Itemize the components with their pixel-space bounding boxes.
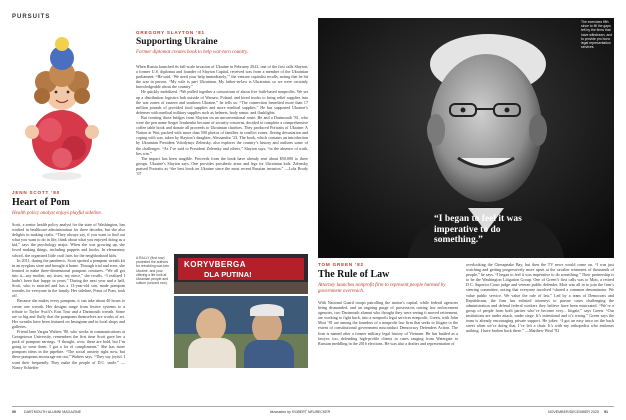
pompom-illustration [18,34,106,186]
page-number-left: 90 [12,410,16,414]
jenn-deck: Health policy analyst enjoys playful sideline. [12,211,102,216]
publication-name: DARTMOUTH ALUMNI MAGAZINE [24,410,82,414]
jenn-article-body [12,222,125,370]
gregory-paragraph: When Russia launched its full-scale invasion of Ukraine in February 2022, one of the first calls Slayton, a former U.S. diplomat and founder of Slayton Capital, received was from a member of the Ukrainian parliament. “He said, ‘We need your help immediately,’” the venture capitalist recalls, noting that he hit the war in person. “My wife is part Ukrainian. My father-in-law is Ukrainian, so we were certainly knowledgeable about the country.” [136,64,308,90]
section-label: PURSUITS [12,14,51,20]
crowd [174,282,308,294]
page-number-right: 91 [604,410,608,414]
slayton-portrait-photo [174,296,308,368]
person-hair [250,304,284,316]
jenn-paragraph: Scott, a senior health policy analyst for the state of Washington, has worked in healthcare administration for three decades, but she also delights in making crafts. “They always say, if you want to find out what you want to do in life, think about what you enjoyed doing as a kid,” says the psychology major. When she was growing up, she loved making things, including puppets and books. In elementary school, she organized little craft fairs for the neighborhood kids. [12,222,125,258]
jenn-kicker: JENN SCOTT ’80 [12,190,60,195]
person-shirt [244,340,294,368]
gregory-paragraph: He quickly mobilized. “We pulled together a consortium of about five faith-based nonprofits. We set up a distribution logistics hub outside of Warsaw, Poland, and hired trucks to bring relief supplies into the war zones of eastern and southern Ukraine,” he tells us. “The connection benefited more than 17 million pounds of provided food supplies and more medical supplies.” He has supported Ukraine’s defenses with medical military supplies such as helmets, body armor, and flashlights. [136,89,308,115]
gregory-kicker: GREGORY SLAYTON ’81 [136,30,205,35]
gregory-headline: Supporting Ukraine [136,37,218,47]
tom-photo-caption: The exercises fifth since to fill the gaps left by the firms that have withdrawn, and to provide pro bono legal representation services. [581,20,613,50]
gregory-photo-caption: A RALLY (first row) protested the authors for rebuilding war-torn Ukraine, and your offering a life look at Ukrainian people and culture (second row). [136,256,169,286]
tom-headline: The Rule of Law [318,269,390,280]
tom-paragraph: With National Guard troops patrolling the nation’s capital, while federal agencies being dismantled, and an ongoing purge of prosecutors raising law enforcement agencies, two Dartmouth alumni who thought they were seeing it moved retirement, are working to fight back, into a nonprofit legal services nonprofit. Green, with John Mott ’81 are among the founders of a nonprofit law firm that seeks to litigate to the extent of constitutional government misconduct Democracy Defenders Action. The firm is named after a former military legal history of Vietnam. He has battled as a lawyer, too, defending high-profile clients in cases ranging from Watergate to Russian meddling in the 2016 elections. He was also a drafter and representation of [318,300,458,346]
footer-rule [12,406,614,407]
tom-deck: Attorney launches nonprofit firm to represent people harmed by government overreach. [318,283,446,294]
pull-quote: “I began to feel it was imperative to do something.” [434,214,522,245]
tom-article-col-2 [466,262,614,400]
jenn-headline: Heart of Pom [12,197,70,208]
protest-photo [174,254,308,294]
jenn-paragraph: Because she makes every pompom, it can take about 40 hours to create one wreath. Her designs range from festive systems to a tribute to Taylor Swift’s Eras Tour and a Dartmouth wreath. Some are so big and fluffy that the pompoms themselves are works of art. Her wreaths have been featured on Instagram and in local shops and galleries. [12,298,125,329]
gregory-paragraph: The impact has been tangible. Proceeds from the book have already sent about $50,000 to three groups. Ukraine’s Slayton says. One provides prosthetic arms and legs for Ukrainian kids. Zelensky praised Portraits as “the best book on Ukraine since the most recent Russian invasion.” —Lola Brody ’07 [136,155,308,176]
tom-kicker: TOM GREEN ’82 [318,262,364,267]
illustration-credit: illustration by ROBERT NEUBECKER [270,410,331,414]
issue-date: NOVEMBER/DECEMBER 2025 [548,410,599,414]
tom-green-portrait [318,18,614,258]
gregory-deck: Former diplomat creates book to help war-torn country. [136,50,249,55]
poster-line-2: DLA PUTINA! [204,270,252,279]
person-face [196,308,226,342]
gregory-paragraph: But creating those bridges from Slayton on an unconventional route. He and a Dartmouth ’81, who were the pen name Sergei Ivashenko because of security concerns, decided to complete a comprehensive coffee table book and donate all proceeds to Ukrainian charities. They produced Portraits of Ukraine: A Nation at War, packed with more than 500 photos of families in conflict zones, fleeing devastation and coping with war, taken by Slayton’s daughter, Alessandra ’23. The book, which contains an introduction by Ukrainian President Volodymyr Zelensky, also explores the country’s history and outlines some of the challenges. “As I’ve said to President Zelensky and others,” Slayton says, “in the absence of truth, lies win.” [136,114,308,156]
tom-paragraph: overlooking the Chesapeake Bay, but then the TV news would come on. “I was just watching and getting progressively more upset at the cavalier treatment of thousands of people,” he says. “I began to feel it was imperative to do something.” Their partnership is to be the Washington Litigation Group. One of Green’s first calls was to Mott, a retired D.C. Superior Court judge and veteran public defender. Mott was all in to join the firm’s steering committee, noting that everyone involved “shared a common denominator. We value public service. We value the rule of law.” Led by a team of Democrats and Republicans, the firm has enlisted attorneys to pursue cases challenging the administration and defend federal workers they believe have been mistreated. “We’re a group of people from both parties who’ve become very... litigate,” says Green. “Our institutions are under attack, under siege. It’s intentional and it’s wrong.” Green says the team is already encouraging private support. He jokes: “I got an easy intro on the back street when we’re doing that. I’ve left a chair. It’s with my orthopedist who endorses nothing. I have broken back there.” —Matthew Weal ’92 [466,262,614,334]
person-shirt [188,338,236,368]
gregory-article-body [136,64,308,252]
jenn-paragraph: Friend Jane Vargas Walters ’80, who works in communications at Georgetown University, remembers the first time Scott gave her a pack of pompom earrings. “I thought, wow, these are bold, but I’m going to wear them. I got a lot of compliments.” She has more pompom ideas in the pipeline. “The social anxiety right now, but these pompoms encourage me out,” Walters says. “They say joyful. I want their frequently. They make the people of D.C. smile.” —Nancy Schieffer [12,328,125,370]
jenn-paragraph: In 2011, during the pandemic, Scott spotted a pompom wreath kit in an eyeglass store and brought it home. Through trial and error, she learned to make three-dimensional pompom creatures. “We all got into it—my mother, my sister, my niece,” she recalls. “I realized I hadn’t been that happy in years.” During the next year and a half, Scott, who is married and has a 13-year-old son, made pompom wreaths for everyone in the family. Her sideline, Poms of Pom, took off. [12,257,125,299]
tom-article-col-1 [318,300,458,400]
poster-line-1: KORYVBERGA [184,260,247,269]
